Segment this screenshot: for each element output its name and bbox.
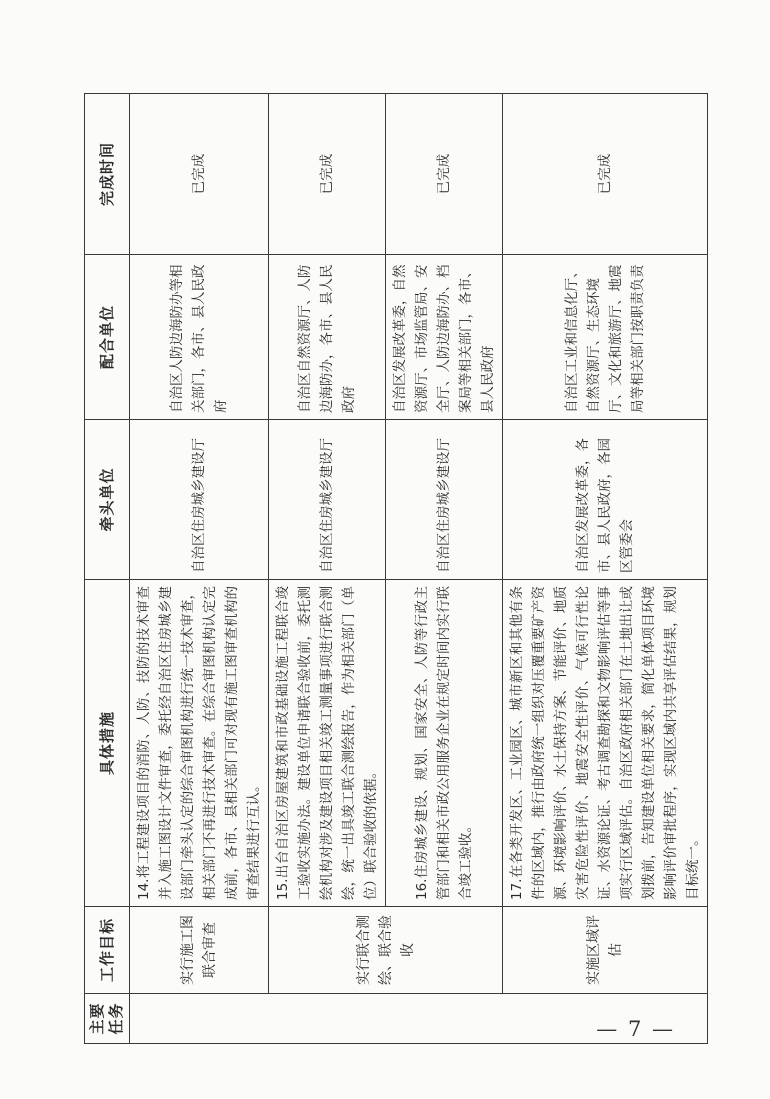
- lead-unit-cell: 自治区住房城乡建设厅: [130, 420, 269, 580]
- header-work-target: 工作目标: [85, 907, 130, 994]
- header-lead-unit: 牵头单位: [85, 420, 130, 580]
- measure-cell: 15.出台自治区房屋建筑和市政基础设施工程联合竣工验收实施办法。建设单位申请联合验收前，委托测绘机构对涉及建设项目相关竣工测量事项进行联合测绘，统一出具竣工联合测绘报告，作为相关部门（单位）联合验收的依据。: [269, 580, 386, 907]
- table-row: [130, 94, 269, 1044]
- support-unit-cell: 自治区人防边海防办等相关部门，各市、县人民政府: [130, 255, 269, 420]
- deadline-cell: 已完成: [269, 94, 386, 255]
- header-main-task: 主要 任务: [85, 994, 130, 1044]
- work-target-cell: 实施区域评估: [503, 907, 708, 994]
- header-specific-measures: 具体措施: [85, 580, 130, 907]
- lead-unit-cell: 自治区住房城乡建设厅: [386, 420, 503, 580]
- support-unit-cell: 自治区工业和信息化厅、自然资源厅、生态环境厅、文化和旅游厅、地震局等相关部门按职责负责: [503, 255, 708, 420]
- header-support-unit: 配合单位: [85, 255, 130, 420]
- lead-unit-cell: 自治区发展改革委，各市、县人民政府，各园区管委会: [503, 420, 708, 580]
- lead-unit-cell: 自治区住房城乡建设厅: [269, 420, 386, 580]
- measure-cell: 16.住房城乡建设、规划、国家安全、人防等行政主管部门和相关市政公用服务企业在规定时间内实行联合竣工验收。: [386, 580, 503, 907]
- table-header-row: [85, 94, 130, 1044]
- measure-cell: 17.在各类开发区、工业园区、城市新区和其他有条件的区域内，推行由政府统一组织对压覆重要矿产资源、环境影响评价、水土保持方案、节能评价、地质灾害危险性评价、地震安全性评价、气候可行性论证、水资源论证、考古调查勘探和文物影响评估等事项实行区域评估。自治区政府相关部门在土地出让或划拨前，告知建设单位相关要求，简化单体项目环境影响评价审批程序，实现区域内共享评估结果，规划目标统一。: [503, 580, 708, 907]
- support-unit-cell: 自治区发展改革委，自然资源厅、市场监管局、安全厅、人防边海防办、档案局等相关部门，各市、县人民政府: [386, 255, 503, 420]
- page-number: — 7 —: [596, 1017, 675, 1041]
- work-target-cell: 实行联合测绘、联合验收: [269, 907, 503, 994]
- deadline-cell: 已完成: [503, 94, 708, 255]
- measure-cell: 14.将工程建设项目的消防、人防、技防的技术审查并入施工图设计文件审查，委托经自治区住房城乡建设部门牵头认定的综合审图机构进行统一技术审查，相关部门不再进行技术审查。在综合审图机构认定完成前，各市、县相关部门可对现有施工图审查机构的审查结果进行互认。: [130, 580, 269, 907]
- support-unit-cell: 自治区自然资源厅、人防边海防办，各市、县人民政府: [269, 255, 386, 420]
- deadline-cell: 已完成: [386, 94, 503, 255]
- table-row: [386, 94, 503, 1044]
- deadline-cell: 已完成: [130, 94, 269, 255]
- work-task-table: [84, 93, 708, 1044]
- header-deadline: 完成时间: [85, 94, 130, 255]
- table-row: [503, 94, 708, 1044]
- rotated-table-container: [84, 94, 701, 1044]
- work-target-cell: 实行施工图联合审查: [130, 907, 269, 994]
- table-row: [269, 94, 386, 1044]
